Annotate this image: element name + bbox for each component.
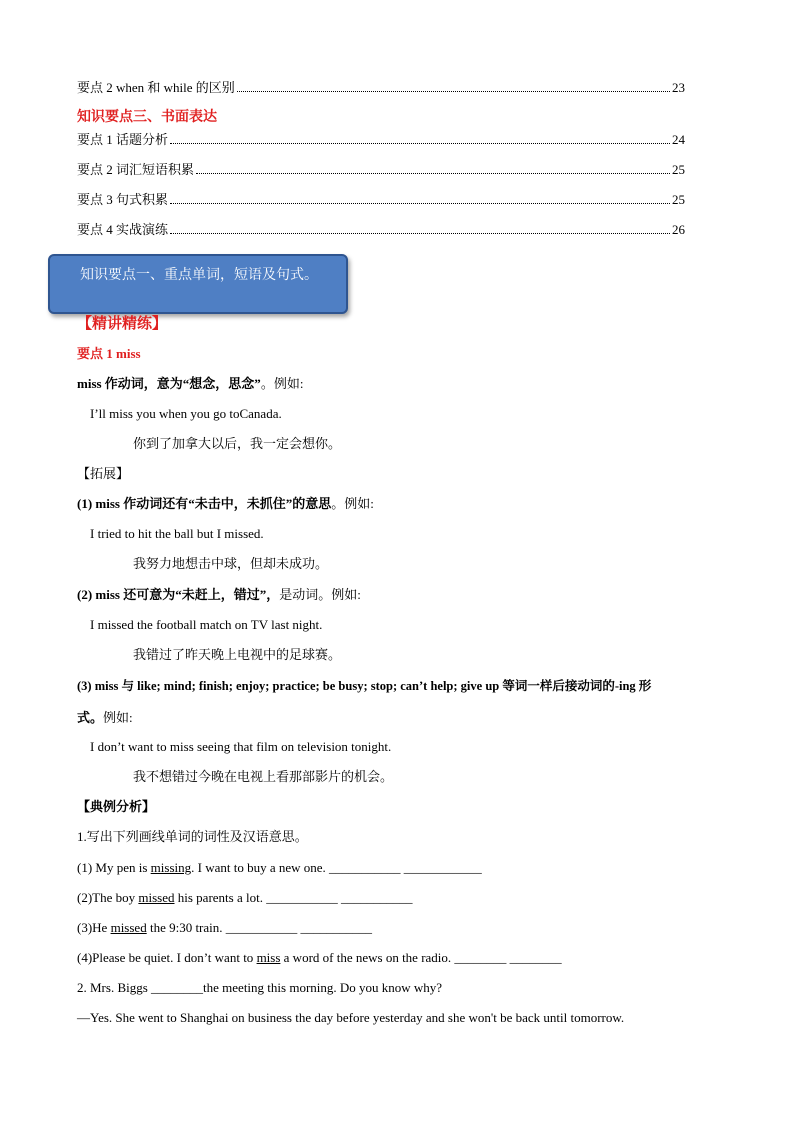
- toc-entry-label: 要点 2 词汇短语积累: [77, 162, 195, 177]
- example-chinese: 你到了加拿大以后，我一定会想你。: [133, 436, 342, 451]
- toc-leader-dots: [170, 203, 670, 204]
- sense-line-3: (3) miss 与 like; mind; finish; enjoy; practice; be busy; stop; can’t help; give up 等词一样后接动词的-ing 形: [77, 679, 652, 693]
- toc-entry-page: 24: [672, 132, 685, 147]
- toc-entry-page: 25: [672, 192, 685, 207]
- example-english: I missed the football match on TV last night.: [90, 617, 323, 632]
- callout-text: 知识要点一、重点单词，短语及句式。: [80, 267, 318, 283]
- section-callout-box: [48, 254, 348, 314]
- point-heading: 要点 1 miss: [77, 346, 141, 361]
- toc-entry-label: 要点 4 实战演练: [77, 222, 169, 237]
- underlined-word: missing: [150, 860, 192, 875]
- question-text: his parents a lot. ___________ ___________: [174, 890, 413, 905]
- toc-entry-label: 要点 1 话题分析: [77, 132, 169, 147]
- definition-line: [77, 374, 303, 394]
- underlined-word: missed: [138, 890, 175, 905]
- toc-leader-dots: [196, 173, 670, 174]
- sense-rest: 是动词。例如:: [279, 587, 361, 602]
- example-chinese: 我错过了昨天晚上电视中的足球赛。: [133, 647, 342, 662]
- question-1b: [77, 888, 412, 908]
- toc-leader-dots: [170, 143, 670, 144]
- underlined-word: miss: [256, 950, 281, 965]
- example-chinese: 我努力地想击中球，但却未成功。: [133, 556, 329, 571]
- toc-leader-dots: [237, 91, 670, 92]
- toc-entry-page: 23: [672, 80, 685, 95]
- sense-rest: 例如:: [103, 710, 133, 725]
- question-text: (3)He: [77, 920, 111, 935]
- expand-heading: 【拓展】: [77, 466, 130, 481]
- toc-entry[interactable]: [77, 221, 685, 239]
- example-english: I’ll miss you when you go toCanada.: [90, 406, 282, 421]
- toc-entry-label: 要点 3 句式积累: [77, 192, 169, 207]
- question-1: 1.写出下列画线单词的词性及汉语意思。: [77, 829, 308, 844]
- underlined-word: missed: [110, 920, 147, 935]
- sense-line: [77, 585, 361, 605]
- sense-bold: (2) miss 还可意为“未赶上，错过”，: [77, 587, 280, 602]
- example-english: I don’t want to miss seeing that film on television tonight.: [90, 739, 392, 754]
- toc-entry[interactable]: [77, 131, 685, 149]
- question-2: 2. Mrs. Biggs ________the meeting this morning. Do you know why?: [77, 980, 443, 995]
- definition-rest: 。例如:: [260, 376, 304, 391]
- question-1c: [77, 918, 372, 938]
- question-1a: [77, 858, 482, 878]
- question-1d: [77, 948, 562, 968]
- toc-entry[interactable]: [77, 161, 685, 179]
- example-english: I tried to hit the ball but I missed.: [90, 526, 264, 541]
- toc-entry[interactable]: [77, 79, 685, 97]
- question-text: (1) My pen is: [77, 860, 151, 875]
- toc-section-heading: 知识要点三、书面表达: [77, 110, 217, 125]
- definition-bold: miss 作动词，意为“想念，思念”: [77, 376, 261, 391]
- toc-entry-page: 25: [672, 162, 685, 177]
- toc-entry[interactable]: [77, 191, 685, 209]
- sense-bold: 式。: [77, 710, 104, 725]
- examples-heading: 【典例分析】: [77, 799, 156, 814]
- toc-leader-dots: [170, 233, 670, 234]
- sense-line-3-cont: [77, 708, 133, 728]
- toc-entry-label: 要点 2 when 和 while 的区别: [77, 80, 235, 95]
- question-text: a word of the news on the radio. ________ ________: [280, 950, 562, 965]
- question-text: (4)Please be quiet. I don’t want to: [77, 950, 257, 965]
- question-2-answer: —Yes. She went to Shanghai on business the day before yesterday and she won't be back until tomorrow.: [77, 1010, 625, 1025]
- sense-rest: 。例如:: [331, 496, 374, 511]
- example-chinese: 我不想错过今晚在电视上看那部影片的机会。: [133, 769, 394, 784]
- sense-bold: (1) miss 作动词还有“未击中，未抓住”的意思: [77, 496, 332, 511]
- question-text: (2)The boy: [77, 890, 139, 905]
- question-text: . I want to buy a new one. ___________ ____________: [191, 860, 482, 875]
- question-text: the 9:30 train. ___________ ___________: [146, 920, 373, 935]
- jingjiang-heading: 【精讲精练】: [77, 316, 168, 332]
- toc-entry-page: 26: [672, 222, 685, 237]
- sense-line: [77, 494, 374, 514]
